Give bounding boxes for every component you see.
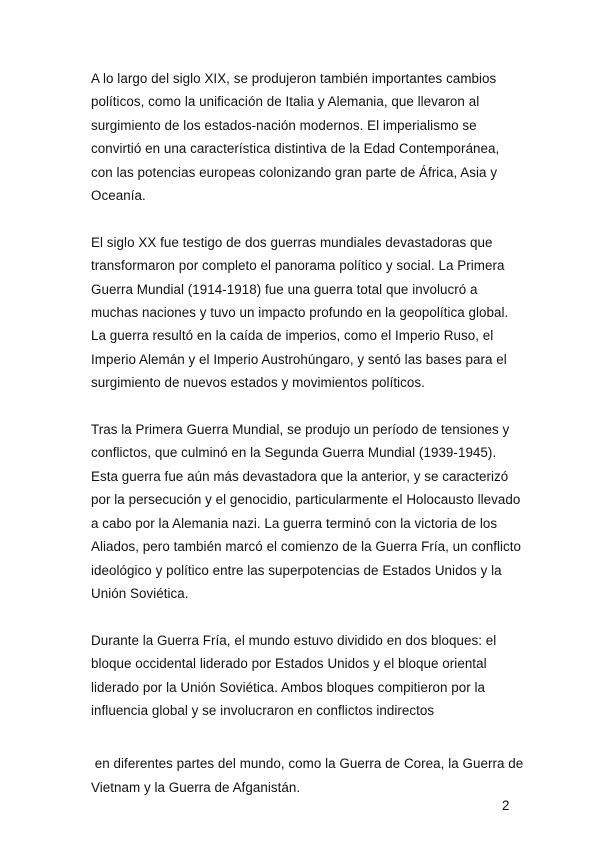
paragraph-line: Durante la Guerra Fría, el mundo estuvo dividido en dos bloques: el — [91, 632, 497, 648]
paragraph-line: A lo largo del siglo XIX, se produjeron también importantes cambios — [91, 71, 497, 86]
paragraph-line: El siglo XX fue testigo de dos guerras mundiales devastadoras que — [91, 234, 493, 250]
paragraph-line: Guerra Mundial (1914-1918) fue una guerra total que involucró a — [91, 281, 478, 297]
paragraph-line: Oceanía. — [91, 188, 146, 204]
paragraph-line: ideológico y político entre las superpotencias de Estados Unidos y la — [91, 562, 502, 578]
page-content — [91, 67, 531, 799]
paragraph-line: políticos, como la unificación de Italia y Alemania, que llevaron al — [91, 94, 480, 110]
paragraph-line: a cabo por la Alemania nazi. La guerra terminó con la victoria de los — [91, 515, 498, 531]
paragraph-line: bloque occidental liderado por Estados Unidos y el bloque oriental — [91, 656, 487, 672]
paragraph-spacer — [91, 605, 531, 628]
paragraph-line: Unión Soviética. — [91, 585, 189, 601]
paragraph-line: influencia global y se involucraron en conflictos indirectos — [91, 702, 435, 718]
paragraph-line: Aliados, pero también marcó el comienzo de la Guerra Fría, un conflicto — [91, 539, 522, 555]
paragraph-line: muchas naciones y tuvo un impacto profundo en la geopolítica global. — [91, 305, 509, 321]
paragraph-line: por la persecución y el genocidio, particularmente el Holocausto llevado — [91, 492, 521, 508]
paragraph-line: Esta guerra fue aún más devastadora que la anterior, y se caracterizó — [91, 468, 509, 484]
paragraph-3 — [91, 418, 531, 605]
paragraph-line: surgimiento de los estados-nación modernos. El imperialismo se — [91, 117, 477, 133]
paragraph-line: en diferentes partes del mundo, como la Guerra de Corea, la Guerra de — [91, 756, 524, 772]
paragraph-spacer — [91, 395, 531, 418]
paragraph-5 — [91, 752, 531, 799]
paragraph-spacer — [91, 722, 531, 752]
paragraph-1 — [91, 67, 531, 207]
paragraph-2 — [91, 231, 531, 395]
paragraph-line: liderado por la Unión Soviética. Ambos bloques compitieron por la — [91, 679, 486, 695]
paragraph-line: surgimiento de nuevos estados y movimientos políticos. — [91, 375, 425, 391]
paragraph-4 — [91, 629, 531, 723]
paragraph-line: Tras la Primera Guerra Mundial, se produjo un período de tensiones y — [91, 422, 510, 438]
paragraph-line: transformaron por completo el panorama político y social. La Primera — [91, 258, 505, 274]
paragraph-spacer — [91, 207, 531, 230]
paragraph-line: convirtió en una característica distintiva de la Edad Contemporánea, — [91, 141, 500, 157]
page-number: 2 — [502, 798, 510, 813]
paragraph-line: Vietnam y la Guerra de Afganistán. — [91, 779, 301, 795]
paragraph-line: Imperio Alemán y el Imperio Austrohúngaro, y sentó las bases para el — [91, 351, 507, 367]
paragraph-line: con las potencias europeas colonizando gran parte de África, Asia y — [91, 164, 498, 180]
paragraph-line: conflictos, que culminó en la Segunda Guerra Mundial (1939-1945). — [91, 445, 497, 461]
paragraph-line: La guerra resultó en la caída de imperios, como el Imperio Ruso, el — [91, 328, 494, 344]
